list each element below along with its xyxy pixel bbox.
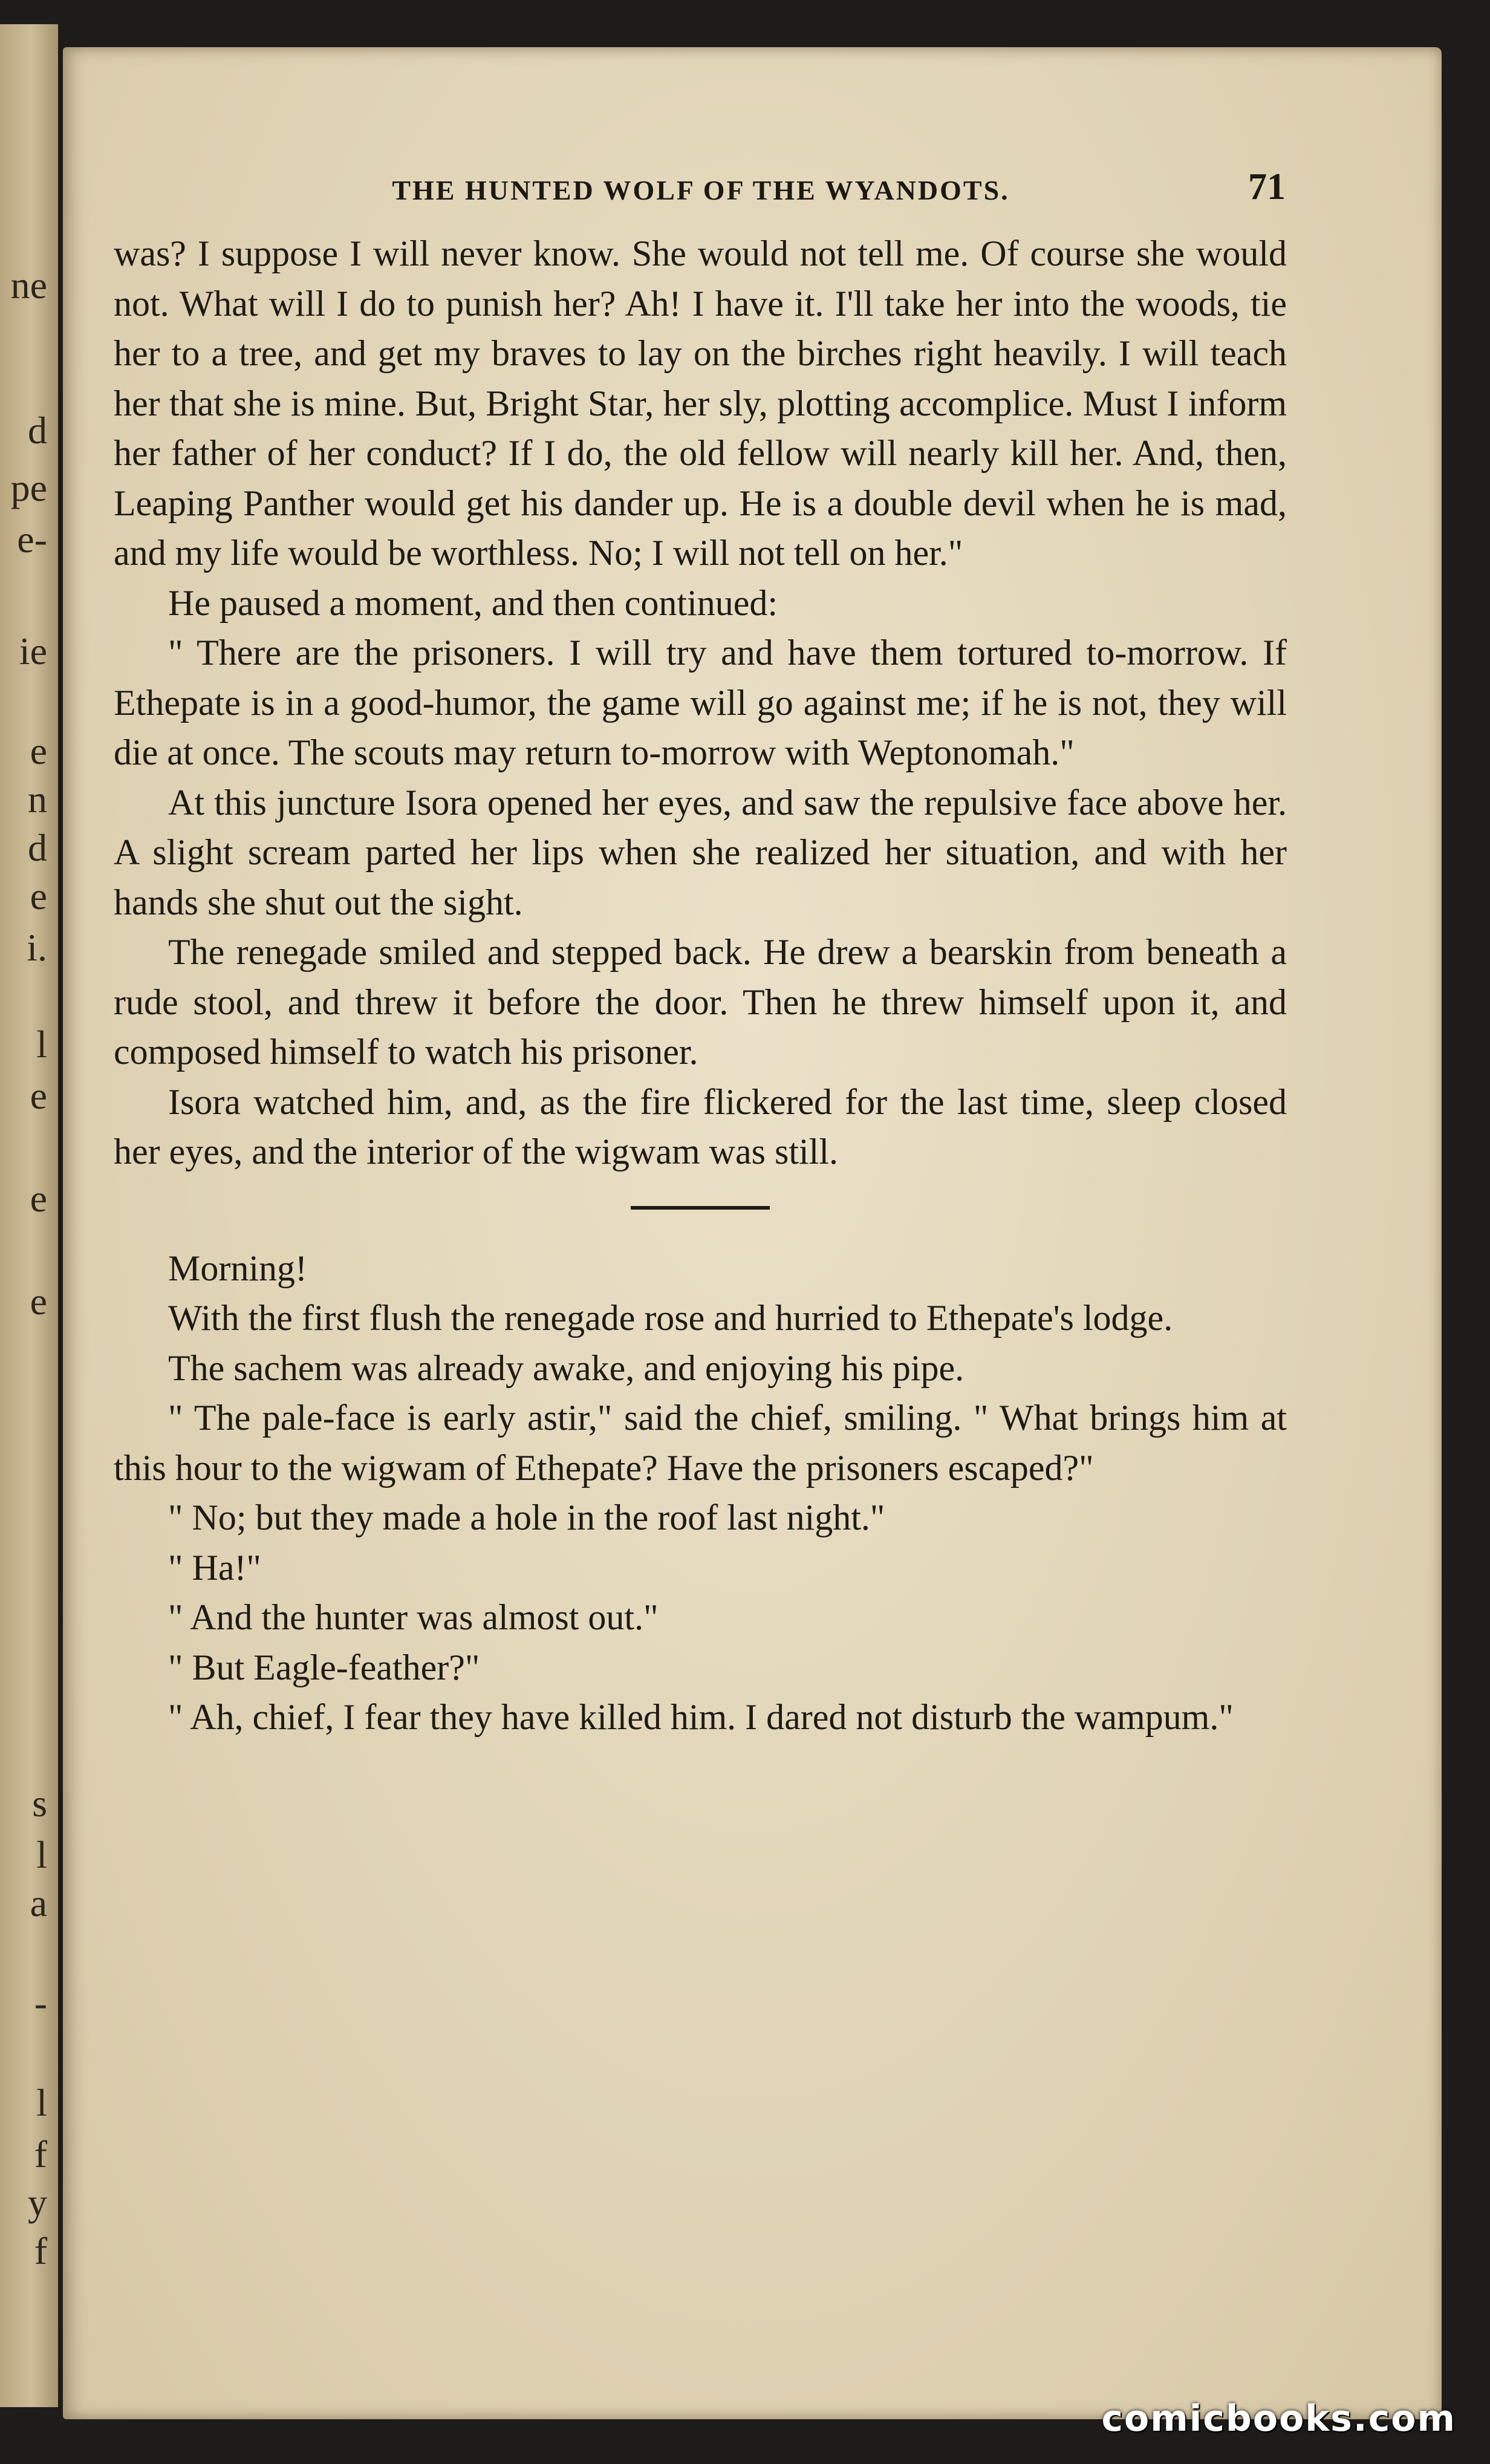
prev-page-fragment: f — [34, 2229, 47, 2272]
running-title: THE HUNTED WOLF OF THE WYANDOTS. — [392, 175, 1010, 206]
prev-page-fragment: d — [28, 409, 47, 452]
paragraph: He paused a moment, and then continued: — [168, 582, 778, 623]
watermark: comicbooks.com — [1101, 2397, 1456, 2440]
prev-page-fragment: e- — [17, 518, 47, 561]
prev-page-fragment: n — [28, 778, 47, 821]
prev-page-fragment: e — [30, 1177, 47, 1220]
prev-page-fragment: e — [30, 1280, 47, 1323]
paragraph: At this juncture Isora opened her eyes, and saw the repulsive face above her. A slight scream parted her lips when she realized her situation, and with her hands she shut out the sight. — [114, 782, 1287, 922]
paragraph: " But Eagle-feather?" — [168, 1647, 480, 1687]
paragraph: " And the hunter was almost out." — [168, 1597, 659, 1637]
prev-page-fragment: a — [30, 1882, 47, 1925]
prev-page-fragment: i. — [27, 926, 47, 969]
paragraph: was? I suppose I will never know. She would not tell me. Of course she would not. What will I do to punish her? Ah! I have it. I'll take her into the woods, tie her to a tree, and get my braves to lay on the birches right heavily. I will teach her that she is mine. But, Bright Star, her sly, plotting accomplice. Must I inform her father of her conduct? If I do, the old fellow will nearly kill her. And, then, Leaping Panther would get his dander up. He is a double devil when he is mad, and my life would be worthless. No; I will not tell on her." — [114, 233, 1287, 573]
prev-page-fragment: l — [36, 1023, 47, 1066]
section-divider — [631, 1206, 770, 1210]
page-number: 71 — [1248, 166, 1286, 207]
paragraph: Morning! — [168, 1248, 307, 1288]
paragraph: " There are the prisoners. I will try and have them tortured to-morrow. If Ethepate is in a good-humor, the game will go against me; if he is not, they will die at once. The scouts may return to-morrow with Weptonomah." — [114, 633, 1287, 772]
prev-page-fragment: e — [30, 729, 47, 772]
prev-page-fragment: d — [28, 826, 47, 869]
paragraph: " No; but they made a hole in the roof last night." — [168, 1498, 885, 1537]
paragraph: " Ha!" — [168, 1547, 261, 1588]
paragraph: The sachem was already awake, and enjoying his pipe. — [168, 1348, 965, 1388]
prev-page-fragment: f — [34, 2133, 47, 2176]
paragraph: Isora watched him, and, as the fire flickered for the last time, sleep closed her eyes, and the interior of the wigwam was still. — [114, 1081, 1287, 1172]
prev-page-fragment: e — [30, 1074, 47, 1117]
paragraph: " The pale-face is early astir," said the chief, smiling. " What brings him at this hour to the wigwam of Ethepate? Have the prisoners escaped?" — [114, 1398, 1287, 1488]
prev-page-fragment: l — [36, 2081, 47, 2124]
prev-page-fragment: - — [34, 1981, 47, 2024]
body-text — [114, 229, 1287, 1742]
prev-page-fragment: e — [30, 875, 47, 917]
book-page — [63, 47, 1442, 2419]
prev-page-fragment: y — [28, 2181, 47, 2224]
prev-page-fragment: ne — [10, 264, 47, 307]
prev-page-fragment: l — [36, 1833, 47, 1876]
previous-page-edge — [0, 24, 58, 2407]
prev-page-fragment: ie — [19, 630, 47, 673]
paragraph: " Ah, chief, I fear they have killed him. I dared not disturb the wampum." — [168, 1697, 1234, 1737]
prev-page-fragment: s — [32, 1782, 47, 1825]
prev-page-fragment: pe — [10, 466, 47, 509]
paragraph: With the first flush the renegade rose and hurried to Ethepate's lodge. — [168, 1298, 1173, 1338]
paragraph: The renegade smiled and stepped back. He drew a bearskin from beneath a rude stool, and threw it before the door. Then he threw himself upon it, and composed himself to watch his prisoner. — [114, 932, 1287, 1072]
